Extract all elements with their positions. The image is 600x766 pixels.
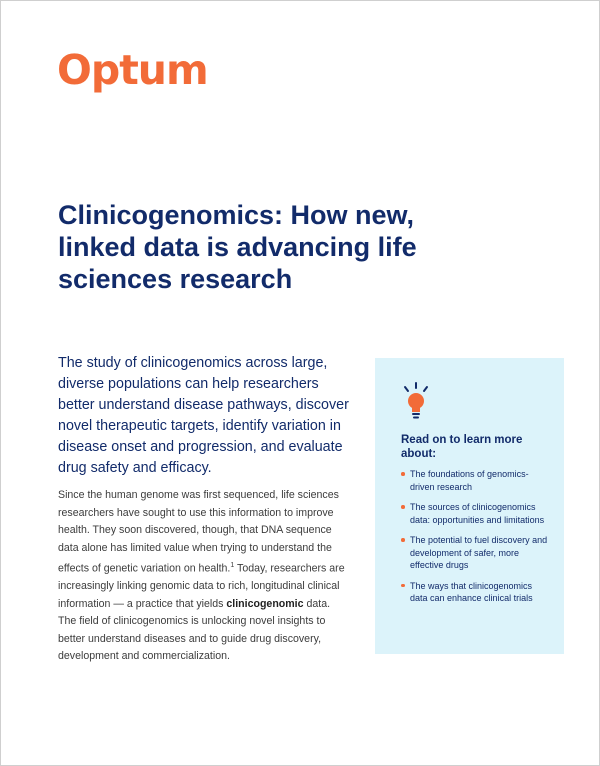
lead-paragraph: The study of clinicogenomics across large, diverse populations can help researchers better understand disease pathways, discover novel therapeutic targets, identify variation in disease onset and progression, and evaluate drug safety and efficacy. [58, 355, 349, 476]
callout-heading: Read on to learn more about: [401, 434, 523, 460]
list-item: The ways that clinicogenomics data can enhance clinical trials [401, 580, 551, 605]
lightbulb-icon [401, 382, 431, 422]
read-on-callout [375, 358, 564, 654]
body-text-part2: Today, researchers are increasingly linking genomic data to rich, longitudinal clinical information — a practice that yields [58, 562, 345, 610]
body-paragraph [58, 487, 348, 666]
footnote-marker: 1 [230, 562, 235, 569]
list-item: The sources of clinicogenomics data: opportunities and limitations [401, 501, 551, 526]
list-item: The foundations of genomics-driven research [401, 468, 551, 493]
list-item: The potential to fuel discovery and development of safer, more effective drugs [401, 534, 551, 572]
optum-logo: Optum [57, 46, 208, 94]
body-text-part3: data. The field of clinicogenomics is unlocking novel insights to better understand diseases and to guide drug discovery, development and commercialization. [58, 597, 331, 663]
callout-list [401, 468, 551, 613]
page-title: Clinicogenomics: How new, linked data is advancing life sciences research [58, 200, 417, 294]
bold-term: clinicogenomic [226, 597, 304, 610]
body-text-part1: Since the human genome was first sequenced, life sciences researchers have sought to use this information to improve health. They soon discovered, though, that DNA sequence data alone has limited value when trying to understand the effects of genetic variation on health. [58, 489, 339, 575]
